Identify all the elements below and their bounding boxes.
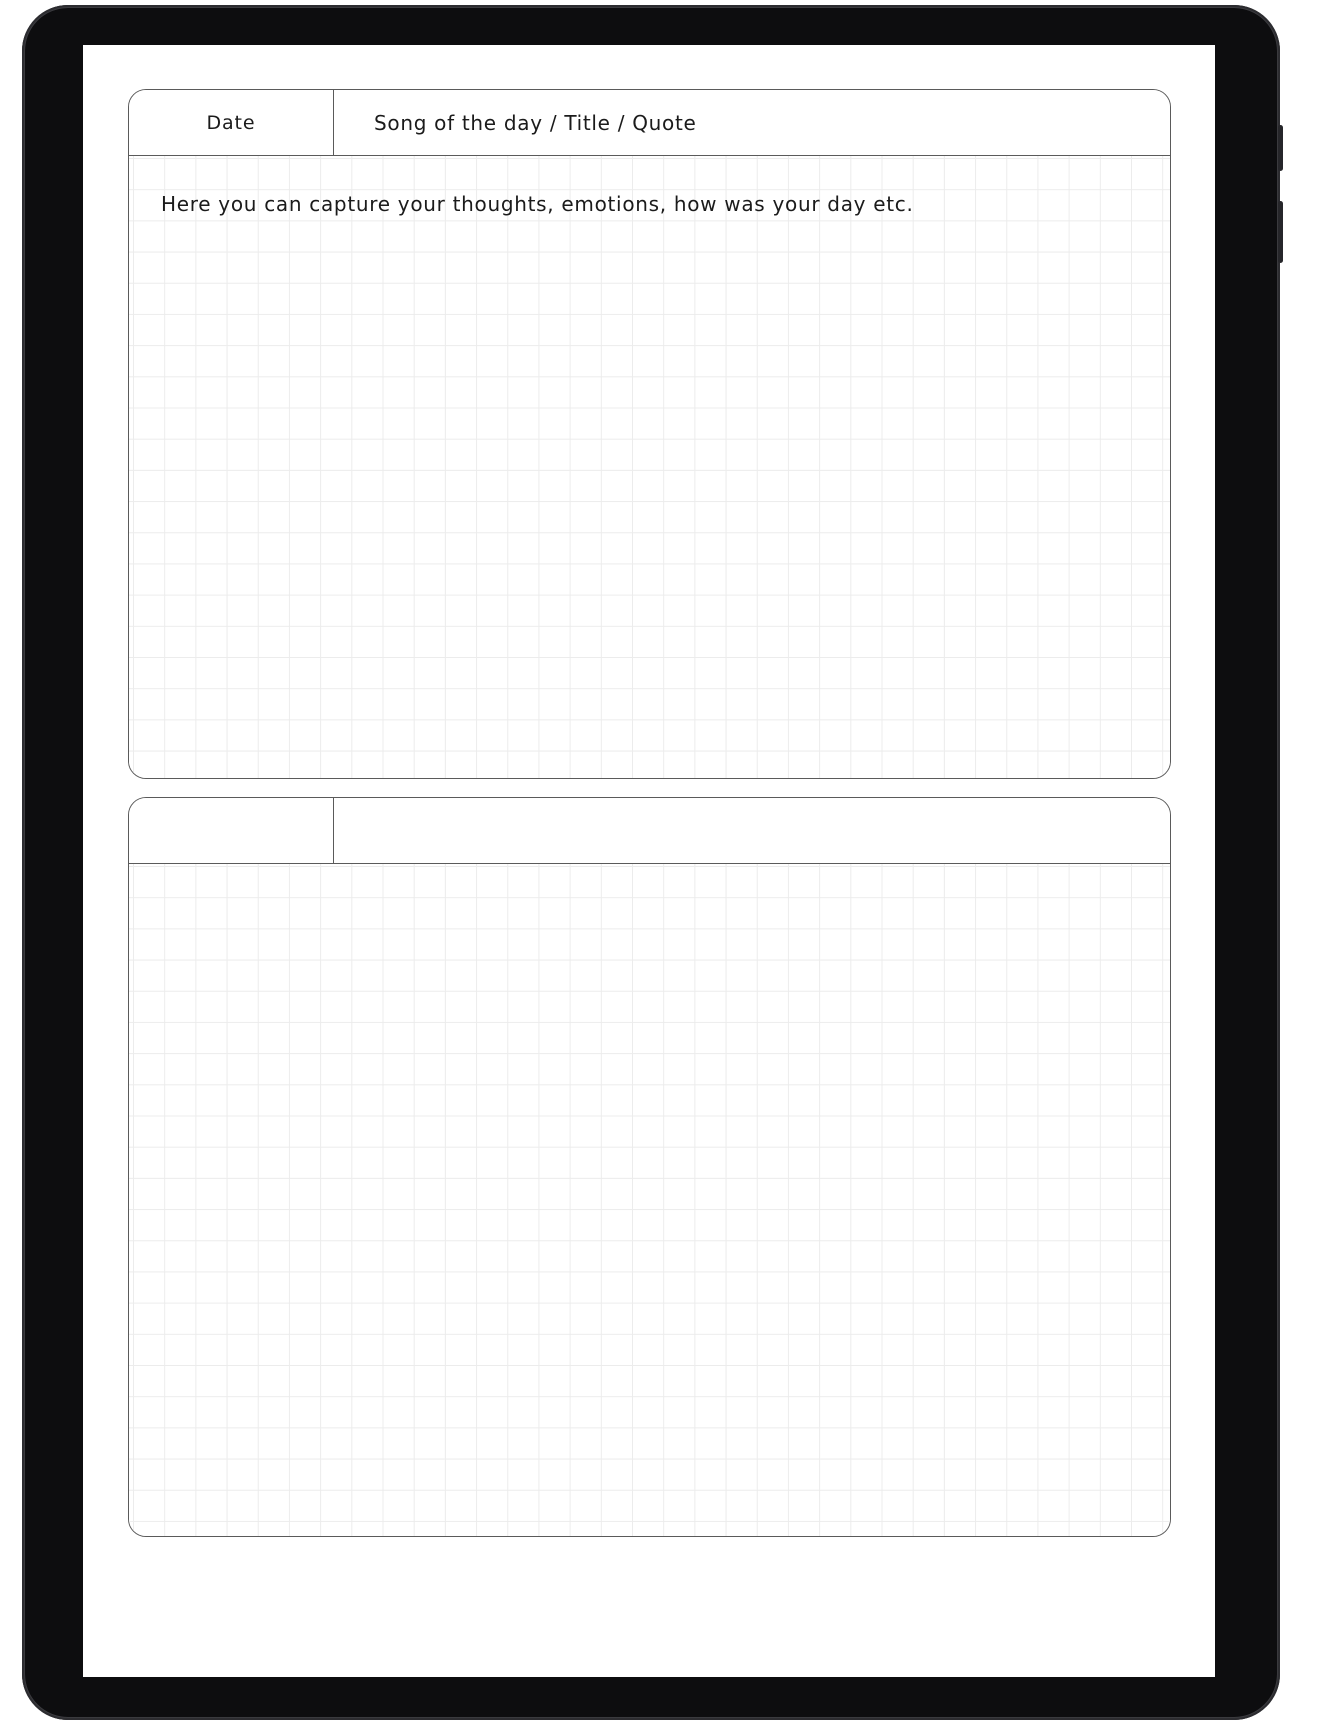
entry-grid-body-bottom[interactable] — [129, 864, 1170, 1536]
volume-button[interactable] — [1278, 201, 1283, 263]
tablet-screen[interactable] — [83, 45, 1215, 1677]
entry-prompt-text: Here you can capture your thoughts, emotions, how was your day etc. — [161, 192, 914, 216]
entry-grid-body-top[interactable] — [129, 156, 1170, 778]
journal-entry-card-bottom — [128, 797, 1171, 1537]
song-of-the-day-label-top: Song of the day / Title / Quote — [374, 110, 697, 135]
date-label-top: Date — [206, 111, 256, 134]
song-cell-top[interactable] — [334, 90, 1170, 155]
power-button[interactable] — [1278, 125, 1283, 171]
date-cell-top[interactable] — [129, 90, 334, 155]
entry-header-top — [129, 90, 1170, 156]
journal-page — [83, 45, 1215, 1677]
entry-header-bottom — [129, 798, 1170, 864]
date-cell-bottom[interactable] — [129, 798, 334, 863]
tablet-device-frame — [22, 5, 1280, 1720]
journal-entry-card-top — [128, 89, 1171, 779]
song-cell-bottom[interactable] — [334, 798, 1170, 863]
